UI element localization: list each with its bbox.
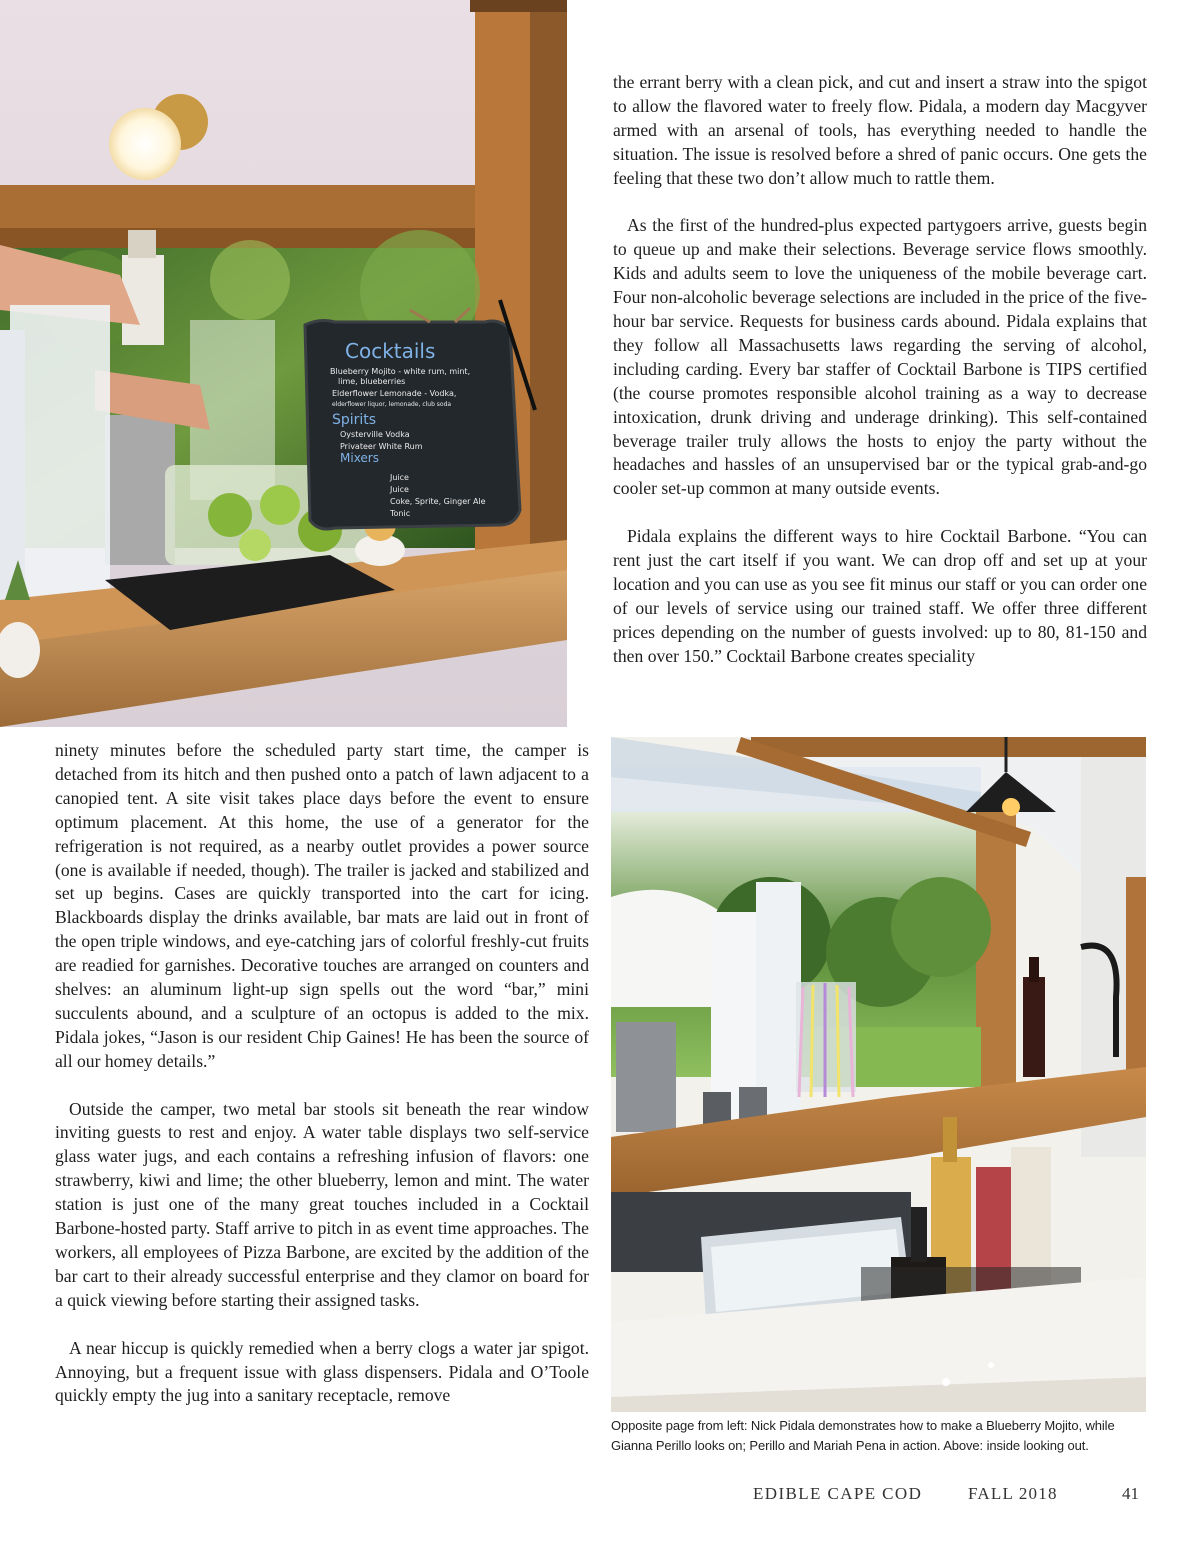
chalkboard-line: Elderflower Lemonade - Vodka, [332,389,457,398]
footer-magazine-name: EDIBLE CAPE COD [753,1484,923,1503]
bar-interior-photo [611,737,1146,1412]
article-paragraph: Pidala explains the different ways to hire Cocktail Barbone. “You can rent just the cart itself if you want. We can drop off and set up at your location and you can use as you see fit minus our staff or you can order one of our levels of service using our trained staff. We offer three different prices depending on the number of guests involved: up to 80, 81-150 and then over 150.” Cocktail Barbone creates speciality [613,526,1147,666]
chalkboard-line: elderflower liquor, lemonade, club soda [332,401,452,408]
article-paragraph: A near hiccup is quickly remedied when a berry clogs a water jar spigot. Annoying, but a frequent issue with glass dispensers. Pidala and O’Toole quickly empty the jug into a sanitary receptacle, remove [55,1337,589,1406]
article-paragraph: ninety minutes before the scheduled party start time, the camper is detached from its hitch and then pushed onto a patch of lawn adjacent to a canopied tent. A site visit takes place days before the event to ensure optimum placement. At this home, the use of a generator for the refrigeration is not required, as a nearby outlet provides a power source (one is available if needed, though). The trailer is jacked and stabilized and set up begins. Cases are quickly transported into the cart for icing. Blackboards display the drinks available, bar mats are laid out in front of the open triple windows, and eye-catching jars of colorful freshly-cut fruits are readied for garnishes. Decorative touches are arranged on counters and shelves: an aluminum light-up sign spells out the word “bar,” mini succulents abound, and a sculpture of an octopus is added to the mix. Pidala jokes, “Jason is our resident Chip Gaines! He has been the source of all our homey details.” [55,740,589,1071]
chalkboard-line: lime, blueberries [338,377,406,386]
chalkboard-title: Cocktails [345,339,436,363]
chalkboard-sign [305,308,520,529]
article-paragraph: the errant berry with a clean pick, and cut and insert a straw into the spigot to allow the flavored water to freely flow. Pidala, a modern day Macgyver armed with an arsenal of tools, has everything needed to handle the situation. The issue is resolved before a shred of panic occurs. One gets the feeling that these two don’t allow much to rattle them. [613,72,1147,188]
page-number: 41 [1122,1484,1139,1503]
chalkboard-line: Blueberry Mojito - white rum, mint, [330,367,471,376]
photo-caption: Opposite page from left: Nick Pidala demonstrates how to make a Blueberry Mojito, while Gianna Perillo looks on; Perillo and Mariah Pena in action. Above: inside looking out. [611,1418,1115,1453]
chalkboard-line: Mixers [340,451,379,465]
article-column-right [613,71,1147,669]
article-paragraph: As the first of the hundred-plus expected partygoers arrive, guests begin to queue up and make their selections. Beverage service flows smoothly. Kids and adults seem to love the uniqueness of the mobile beverage cart. Four non-alcoholic beverage selections are included in the price of the five-hour bar service. Requests for business cards abound. Pidala explains that they follow all Massachusetts laws regarding the serving of alcohol, including carding. Every bar staffer of Cocktail Barbone is TIPS certified (the course promotes responsible alcohol training as a way to decrease intoxication, drunk driving and underage drinking). This self-contained beverage trailer truly allows the hosts to enjoy the party without the headaches and hassles of an unsupervised bar or the typical grab-and-go cooler set-up common at many outside events. [613,215,1147,499]
chalkboard-line: Juice [390,473,409,482]
chalkboard-line: Juice [390,485,409,494]
chalkboard-line: Spirits [332,412,377,428]
article-column-left [55,739,589,1408]
footer-issue: FALL 2018 [968,1484,1058,1503]
chalkboard-line: Tonic [390,509,411,518]
chalkboard-line: Coke, Sprite, Ginger Ale [390,497,486,506]
bar-window-photo [0,0,567,727]
chalkboard-line: Privateer White Rum [340,442,423,451]
article-paragraph: Outside the camper, two metal bar stools sit beneath the rear window inviting guests to rest and enjoy. A water table displays two self-service glass water jugs, and each contains a refreshing infusion of flavors: one strawberry, kiwi and lime; the other blueberry, lemon and mint. The water station is just one of the many great touches included in a Cocktail Barbone-hosted party. Staff arrive to pitch in as event time approaches. The workers, all employees of Pizza Barbone, are excited by the addition of the bar cart to their already successful enterprise and they clamor on board for a quick viewing before starting their assigned tasks. [55,1098,589,1310]
chalkboard-line: Oysterville Vodka [340,430,410,439]
